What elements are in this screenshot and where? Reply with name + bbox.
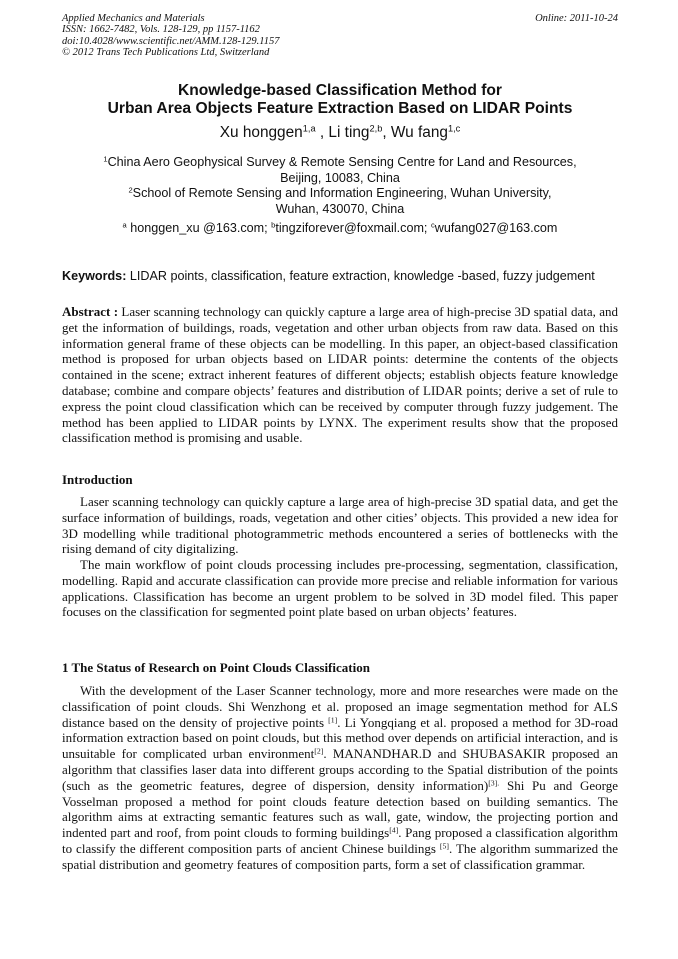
section-1-text: Shi Pu and George Vosselman proposed a method for point clouds feature detection based on building semantics. The algorithm aims at extracting semantic features such as wall, gate, window, the projecting portion and indented part and roof, from point clouds to forming buildings <box>62 777 618 841</box>
introduction-heading: Introduction <box>62 472 133 487</box>
affiliations <box>62 155 618 217</box>
citation-4: [4] <box>389 825 399 835</box>
email-b[interactable]: tingziforever@foxmail.com; <box>275 221 431 235</box>
copyright-line: © 2012 Trans Tech Publications Ltd, Switzerland <box>62 47 270 59</box>
section-1-text: . MANANDHAR.D and SHUBASAKIR proposed an algorithm that classifies laser data into different groups according to the Spatial distribution of the points (such as the geometric features, degree of dispersion, density information) <box>62 746 618 793</box>
section-1-heading: 1 The Status of Research on Point Clouds Classification <box>62 660 370 675</box>
author-1-affil: 1,a <box>302 123 316 134</box>
email-c-marker: c <box>430 220 435 230</box>
online-date: Online: 2011-10-24 <box>535 13 618 24</box>
keywords-label: Keywords: <box>62 269 127 283</box>
abstract-label: Abstract : <box>62 304 119 319</box>
email-a-marker: a <box>122 220 127 230</box>
section-1-text: . Li Yongqiang et al. proposed a method for 3D-road information extraction based on point clouds, but this method over depends on artificial interaction, and is unsuitable for complicated urban environment <box>62 714 618 762</box>
citation-3: [3]. <box>488 778 500 788</box>
author-2: Li ting <box>328 124 370 141</box>
affiliation-2-text: School of Remote Sensing and Information Engineering, Wuhan University, <box>132 186 552 201</box>
abstract-text: Laser scanning technology can quickly capture a large area of high-precise 3D spatial data, and get the information of buildings, roads, vegetation and other urban objects from raw data. Based on this information general frame of these objects can be modelling. In this paper, an object-based classification method is proposed for urban objects based on LIDAR points: determine the contents of the objects contained in the scene; extract inherent features of different objects; establish objects feature knowledge database; combine and compare objects’ features and distribution of LIDAR points; derive a set of rule to express the point cloud classification which can be received by computer through fuzzy judgement. The method has been applied to LIDAR points by LYNX. The experiment results show that the proposed classification method is promising and usable. <box>62 304 618 446</box>
issn-line: ISSN: 1662-7482, Vols. 128-129, pp 1157-1162 <box>62 24 260 36</box>
author-3-affil: 1,c <box>447 123 461 134</box>
citation-5: [5] <box>439 841 449 851</box>
abstract <box>62 304 618 446</box>
author-list <box>62 124 618 142</box>
journal-header <box>62 13 618 59</box>
citation-1: [1] <box>328 714 338 724</box>
affiliation-1-marker: 1 <box>103 154 108 164</box>
author-separator: , <box>382 124 391 141</box>
paper-title <box>62 82 618 118</box>
affiliation-2-line-2: Wuhan, 430070, China <box>275 201 405 216</box>
email-b-marker: b <box>271 220 276 230</box>
affiliation-2-marker: 2 <box>128 185 133 195</box>
keywords <box>62 269 618 283</box>
title-line-1: Knowledge-based Classification Method for <box>177 82 503 99</box>
citation-2: [2] <box>314 746 324 756</box>
author-1: Xu honggen <box>219 124 303 141</box>
email-c[interactable]: wufang027@163.com <box>434 221 558 235</box>
section-1-text: . Pang proposed a classification algorithm to classify the different composition parts of ancient Chinese buildings <box>62 825 619 856</box>
introduction-paragraph-1: Laser scanning technology can quickly capture a large area of high-precise 3D spatial data, and get the surface information of buildings, roads, vegetation and other cities’ objects. This provided a new idea for 3D modelling while traditional photogrammetric methods encountered a series of bottlenecks with the rising demand of city digitalizing. <box>62 494 618 557</box>
affiliation-2-line-1 <box>62 186 618 202</box>
author-2-affil: 2,b <box>369 123 383 134</box>
keywords-text: LIDAR points, classification, feature extraction, knowledge -based, fuzzy judgement <box>126 269 595 283</box>
author-3: Wu fang <box>390 124 448 141</box>
affiliation-1-text: China Aero Geophysical Survey & Remote Sensing Centre for Land and Resources, <box>107 155 577 169</box>
introduction-paragraph-2: The main workflow of point clouds processing includes pre-processing, segmentation, classification, modelling. Rapid and accurate classification can provide more precise and reliable information for various applications. Classification has become an urgent problem to be solved in 3D model filed. This paper focuses on the classification for segmented point plate based on urban objects’ features. <box>62 557 618 620</box>
author-emails <box>62 221 618 235</box>
affiliation-1-line-2: Beijing, 10083, China <box>280 170 400 185</box>
email-a[interactable]: honggen_xu @163.com; <box>126 221 272 235</box>
journal-name: Applied Mechanics and Materials <box>62 13 205 24</box>
section-1-text: With the development of the Laser Scanner technology, more and more researches were made on the classification of point clouds. Shi Wenzhong et al. proposed an image segmentation method for ALS distance based on the density of projective points <box>62 683 618 730</box>
author-separator: , <box>315 124 329 141</box>
section-1-text: . The algorithm summarized the spatial distribution and geometry features of composition parts, form a set of classification grammar. <box>62 840 618 872</box>
doi-line: doi:10.4028/www.scientific.net/AMM.128-129.1157 <box>62 35 280 47</box>
affiliation-1-line-1 <box>62 155 618 171</box>
title-line-2: Urban Area Objects Feature Extraction Based on LIDAR Points <box>107 100 573 117</box>
section-1-paragraph <box>62 683 618 873</box>
